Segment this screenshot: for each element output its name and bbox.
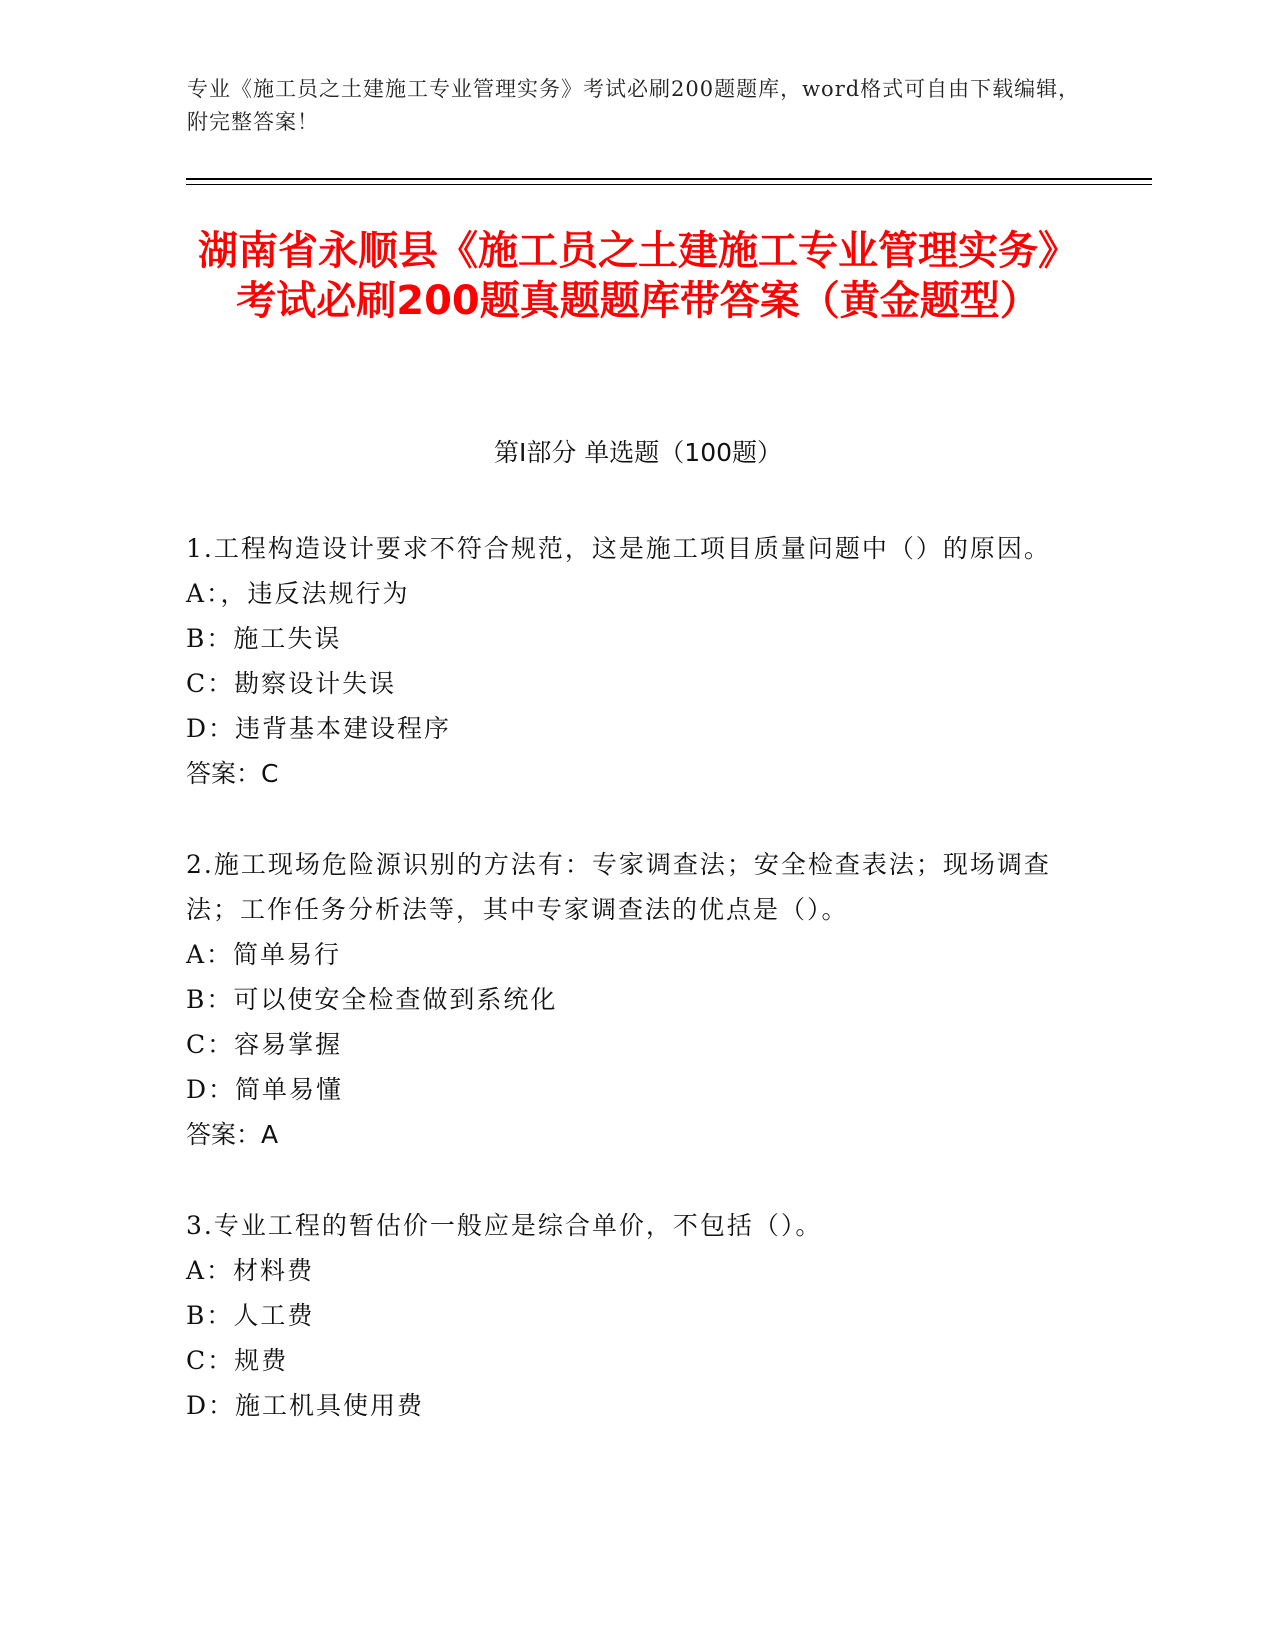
option-d: D：违背基本建设程序 bbox=[186, 714, 452, 743]
option-a: A：材料费 bbox=[186, 1256, 315, 1285]
option-c: C：容易掌握 bbox=[186, 1030, 343, 1059]
answer-line: 答案：A bbox=[186, 1120, 279, 1149]
option-b: B：施工失误 bbox=[186, 624, 342, 653]
question-stem: 3.专业工程的暂估价一般应是综合单价，不包括（）。 bbox=[186, 1211, 823, 1240]
header-divider-thick bbox=[186, 178, 1152, 180]
option-a: A：，违反法规行为 bbox=[186, 579, 410, 608]
option-c: C：规费 bbox=[186, 1346, 289, 1375]
question-1 bbox=[186, 526, 1066, 796]
option-c: C：勘察设计失误 bbox=[186, 669, 397, 698]
document-title: 湖南省永顺县《施工员之土建施工专业管理实务》考试必刷200题真题题库带答案（黄金题型） bbox=[198, 228, 1078, 324]
option-d: D：施工机具使用费 bbox=[186, 1391, 425, 1420]
question-2 bbox=[186, 842, 1066, 1157]
question-stem: 2.施工现场危险源识别的方法有：专家调查法；安全检查表法；现场调查法；工作任务分析法等，其中专家调查法的优点是（）。 bbox=[186, 850, 1051, 924]
option-b: B：人工费 bbox=[186, 1301, 315, 1330]
option-a: A：简单易行 bbox=[186, 940, 342, 969]
question-stem: 1.工程构造设计要求不符合规范，这是施工项目质量问题中（）的原因。 bbox=[186, 534, 1051, 563]
header-divider-thin bbox=[186, 184, 1152, 185]
section-heading: 第Ⅰ部分 单选题（100题） bbox=[493, 438, 783, 467]
question-3 bbox=[186, 1203, 1066, 1428]
question-list bbox=[186, 526, 1066, 1474]
answer-line: 答案：C bbox=[186, 759, 279, 788]
option-d: D：简单易懂 bbox=[186, 1075, 344, 1104]
header-note: 专业《施工员之土建施工专业管理实务》考试必刷200题题库，word格式可自由下载编辑，附完整答案！ bbox=[187, 77, 1081, 134]
option-b: B：可以使安全检查做到系统化 bbox=[186, 985, 558, 1014]
